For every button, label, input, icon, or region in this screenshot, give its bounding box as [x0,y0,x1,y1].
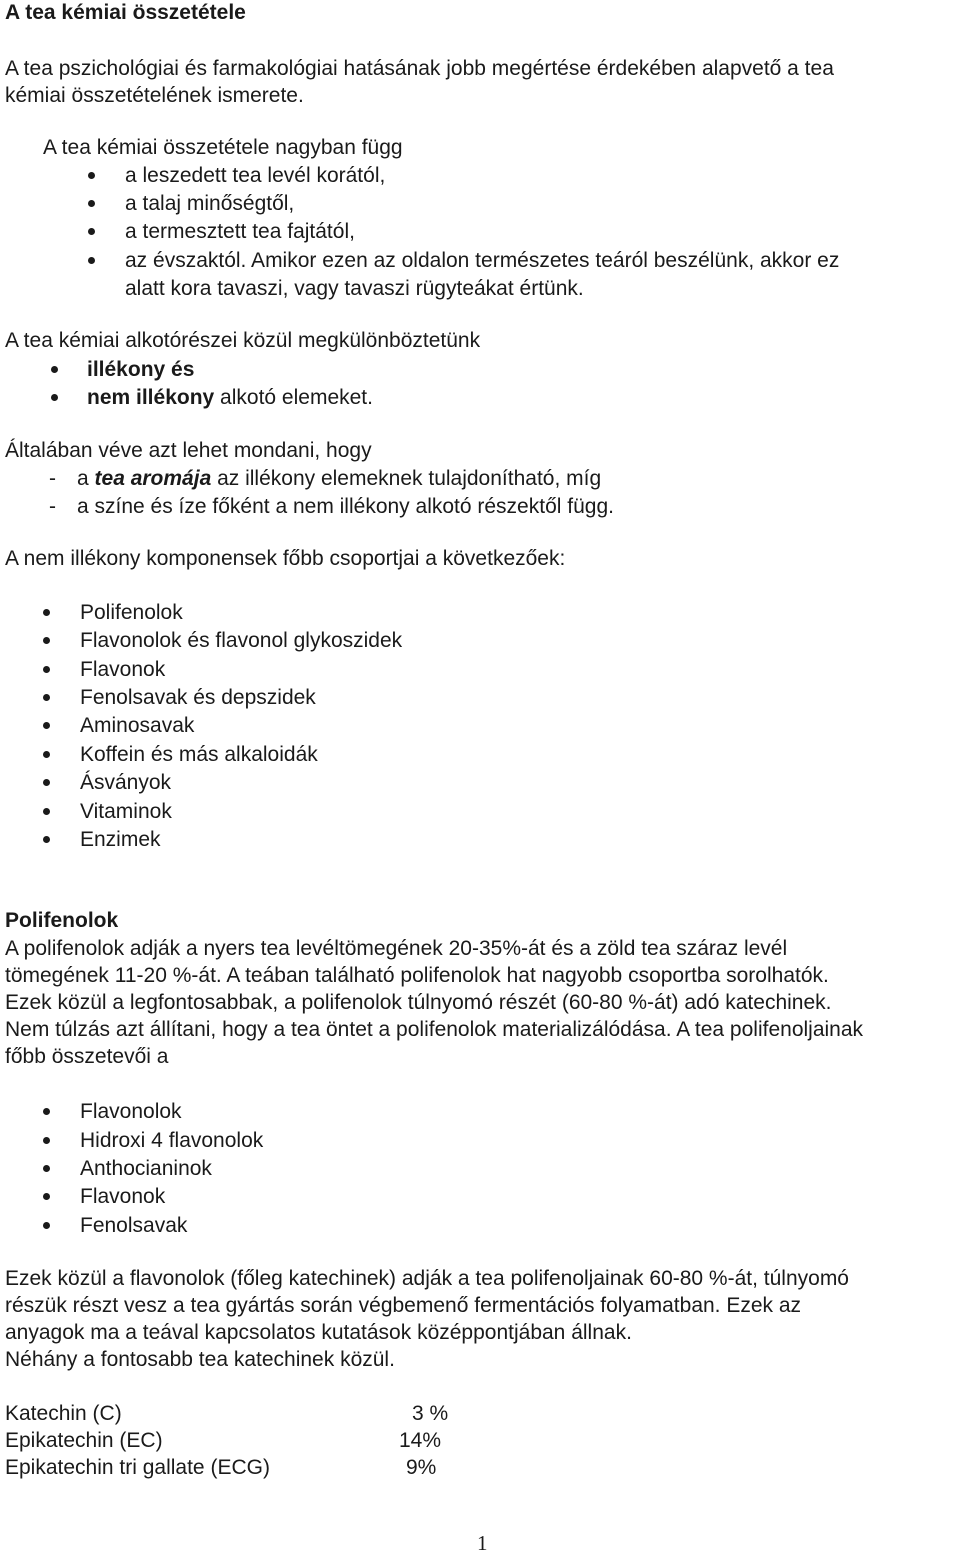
nonvolatile-item: Fenolsavak és depszidek [80,686,316,709]
nonvolatile-item: Enzimek [80,828,161,851]
page-number: 1 [477,1531,488,1555]
component-nonvolatile [87,385,373,411]
depends-item: a termesztett tea fajtától, [125,220,355,243]
catechin-name: Epikatechin (EC) [5,1429,163,1452]
nonvolatile-item: Ásványok [80,771,172,794]
nonvolatile-term: nem illékony [87,386,215,409]
components-lead: A tea kémiai alkotórészei közül megkülönböztetünk [5,329,481,352]
catechin-name: Katechin (C) [5,1402,122,1425]
general-lead: Általában véve azt lehet mondani, hogy [5,439,372,462]
general-line: a színe és íze főként a nem illékony alkotó részektől függ. [77,495,614,518]
nonvolatile-item: Aminosavak [80,714,195,737]
nonvolatile-item: Koffein és más alkaloidák [80,743,318,766]
bullet-icon [43,694,50,701]
nonvolatile-item: Polifenolok [80,601,183,624]
nonvolatile-item: Flavonolok és flavonol glykoszidek [80,629,403,652]
depends-item: az évszaktól. Amikor ezen az oldalon természetes teáról beszélünk, akkor ez [125,249,840,272]
dash-marker: - [49,495,56,518]
bullet-icon [43,722,50,729]
bullet-icon [43,1193,50,1200]
depends-lead: A tea kémiai összetétele nagyban függ [43,136,403,159]
bullet-icon [43,808,50,815]
general-line [77,466,601,492]
closing-line: anyagok ma a teával kapcsolatos kutatások középpontjában állnak. [5,1321,632,1344]
polyphenols-line: Nem túlzás azt állítani, hogy a tea öntet a polifenolok materializálódása. A tea polifenoljainak [5,1018,864,1041]
bullet-icon [43,751,50,758]
polyphenols-line: Ezek közül a legfontosabbak, a polifenolok túlnyomó részét (60-80 %-át) adó katechinek. [5,991,832,1014]
page-title: A tea kémiai összetétele [5,1,246,24]
general-line-post: az illékony elemeknek tulajdonítható, míg [211,467,602,490]
bullet-icon [43,609,50,616]
catechin-name: Epikatechin tri gallate (ECG) [5,1456,270,1479]
nonvolatile-item: Flavonok [80,658,166,681]
nonvolatile-item: Vitaminok [80,800,172,823]
section-heading: Polifenolok [5,909,119,932]
intro-line: A tea pszichológiai és farmakológiai hatásának jobb megértése érdekében alapvető a tea [5,57,834,80]
polyphenols-line: A polifenolok adják a nyers tea levéltömegének 20-35%-át és a zöld tea száraz levél [5,937,788,960]
catechin-value: 14% [399,1429,442,1452]
bullet-icon [43,779,50,786]
bullet-icon [51,394,58,401]
bullet-icon [88,228,95,235]
bullet-icon [88,257,95,264]
bullet-icon [51,366,58,373]
depends-item-continuation: alatt kora tavaszi, vagy tavaszi rügyteákat értünk. [125,277,584,300]
bullet-icon [43,637,50,644]
tea-aroma-term: tea aromája [94,467,212,490]
intro-line: kémiai összetételének ismerete. [5,84,304,107]
polyphenol-item: Flavonok [80,1185,166,1208]
polyphenol-item: Anthocianinok [80,1157,212,1180]
dash-marker: - [49,467,56,490]
bullet-icon [43,836,50,843]
nonvolatile-rest: alkotó elemeket. [214,386,373,409]
catechin-value: 3 % [412,1402,449,1425]
closing-line: Néhány a fontosabb tea katechinek közül. [5,1348,395,1371]
bullet-icon [43,1222,50,1229]
polyphenols-line: tömegének 11-20 %-át. A teában található polifenolok hat nagyobb csoportba sorolhatók. [5,964,829,987]
bullet-icon [43,1137,50,1144]
bullet-icon [43,1108,50,1115]
closing-line: Ezek közül a flavonolok (főleg katechinek) adják a tea polifenoljainak 60-80 %-át, túlnyomó [5,1267,849,1290]
bullet-icon [88,172,95,179]
bullet-icon [88,200,95,207]
catechin-value: 9% [406,1456,437,1479]
depends-item: a leszedett tea levél korától, [125,164,386,187]
polyphenols-line: főbb összetevői a [5,1045,169,1068]
nonvolatile-lead: A nem illékony komponensek főbb csoportjai a következőek: [5,547,566,570]
polyphenol-item: Flavonolok [80,1100,182,1123]
general-line-pre: a [77,467,95,490]
bullet-icon [43,666,50,673]
bullet-icon [43,1165,50,1172]
polyphenol-item: Fenolsavak [80,1214,188,1237]
component-volatile: illékony és [87,358,195,381]
polyphenol-item: Hidroxi 4 flavonolok [80,1129,264,1152]
closing-line: részük részt vesz a tea gyártás során végbemenő fermentációs folyamatban. Ezek az [5,1294,802,1317]
depends-item: a talaj minőségtől, [125,192,295,215]
